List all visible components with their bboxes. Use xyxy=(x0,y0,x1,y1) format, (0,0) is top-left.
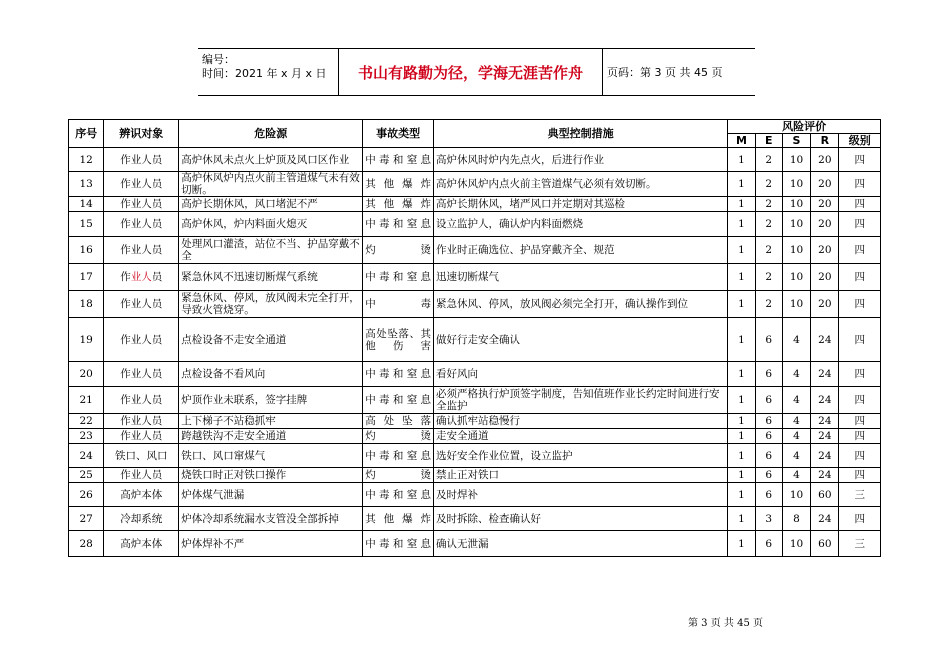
cell-r: 24 xyxy=(811,318,839,362)
cell-object: 作业人员 xyxy=(104,291,179,318)
cell-accident: 高处坠落 xyxy=(363,414,434,429)
cell-object xyxy=(104,264,179,291)
cell-m: 1 xyxy=(728,362,755,387)
cell-level: 四 xyxy=(839,212,881,237)
cell-level: 四 xyxy=(839,414,881,429)
cell-m: 1 xyxy=(728,212,755,237)
object-part: 员 xyxy=(151,271,163,283)
cell-m: 1 xyxy=(728,318,755,362)
cell-e: 6 xyxy=(755,362,782,387)
cell-object: 作业人员 xyxy=(104,429,179,444)
cell-m: 1 xyxy=(728,468,755,483)
cell-hazard: 点检设备不走安全通道 xyxy=(179,318,363,362)
cell-e: 6 xyxy=(755,468,782,483)
cell-level: 四 xyxy=(839,172,881,197)
col-seq: 序号 xyxy=(69,120,104,148)
cell-level: 四 xyxy=(839,468,881,483)
cell-m: 1 xyxy=(728,531,755,557)
cell-r: 24 xyxy=(811,429,839,444)
cell-accident: 灼烫 xyxy=(363,429,434,444)
cell-measure: 及时焊补 xyxy=(434,483,728,507)
cell-object: 作业人员 xyxy=(104,387,179,414)
cell-r: 60 xyxy=(811,531,839,557)
cell-e: 2 xyxy=(755,197,782,212)
cell-s: 10 xyxy=(782,531,810,557)
cell-m: 1 xyxy=(728,237,755,264)
cell-m: 1 xyxy=(728,291,755,318)
object-part: 作 xyxy=(120,271,131,283)
cell-m: 1 xyxy=(728,264,755,291)
table-row xyxy=(69,291,881,318)
cell-measure: 作业时正确选位、护品穿戴齐全、规范 xyxy=(434,237,728,264)
cell-measure: 禁止正对铁口 xyxy=(434,468,728,483)
col-r: R xyxy=(811,134,839,148)
col-measures: 典型控制措施 xyxy=(434,120,728,148)
cell-seq: 17 xyxy=(69,264,104,291)
cell-hazard: 高炉休风炉内点火前主管道煤气未有效切断。 xyxy=(179,172,363,197)
cell-accident: 中毒和窒息 xyxy=(363,212,434,237)
cell-r: 20 xyxy=(811,291,839,318)
cell-r: 24 xyxy=(811,414,839,429)
cell-measure: 高炉休风时炉内先点火，后进行作业 xyxy=(434,148,728,172)
col-hazard: 危险源 xyxy=(179,120,363,148)
cell-object: 高炉本体 xyxy=(104,483,179,507)
cell-hazard: 铁口、风口窜煤气 xyxy=(179,444,363,468)
cell-e: 6 xyxy=(755,318,782,362)
cell-seq: 12 xyxy=(69,148,104,172)
cell-object: 冷却系统 xyxy=(104,507,179,531)
cell-hazard: 炉体冷却系统漏水支管没全部拆掉 xyxy=(179,507,363,531)
cell-measure: 选好安全作业位置，设立监护 xyxy=(434,444,728,468)
table-row xyxy=(69,148,881,172)
table-row xyxy=(69,212,881,237)
cell-object: 铁口、风口 xyxy=(104,444,179,468)
cell-e: 2 xyxy=(755,172,782,197)
cell-level: 四 xyxy=(839,387,881,414)
cell-seq: 20 xyxy=(69,362,104,387)
table-row xyxy=(69,264,881,291)
cell-e: 3 xyxy=(755,507,782,531)
cell-accident: 中毒和窒息 xyxy=(363,483,434,507)
cell-seq: 24 xyxy=(69,444,104,468)
cell-object: 作业人员 xyxy=(104,197,179,212)
cell-accident: 中毒和窒息 xyxy=(363,148,434,172)
cell-s: 4 xyxy=(782,429,810,444)
cell-measure: 高炉长期休风，堵严风口并定期对其巡检 xyxy=(434,197,728,212)
cell-s: 10 xyxy=(782,197,810,212)
page-code: 页码：第 3 页 共 45 页 xyxy=(607,66,723,79)
table-row xyxy=(69,197,881,212)
cell-e: 6 xyxy=(755,444,782,468)
cell-e: 2 xyxy=(755,237,782,264)
cell-s: 10 xyxy=(782,237,810,264)
col-object: 辨识对象 xyxy=(104,120,179,148)
cell-seq: 14 xyxy=(69,197,104,212)
cell-m: 1 xyxy=(728,197,755,212)
header-row xyxy=(69,120,881,134)
cell-seq: 13 xyxy=(69,172,104,197)
risk-table xyxy=(68,119,881,557)
cell-s: 4 xyxy=(782,362,810,387)
cell-r: 60 xyxy=(811,483,839,507)
cell-m: 1 xyxy=(728,483,755,507)
table-row xyxy=(69,507,881,531)
cell-r: 24 xyxy=(811,362,839,387)
cell-object: 作业人员 xyxy=(104,172,179,197)
table-row xyxy=(69,468,881,483)
cell-accident: 灼烫 xyxy=(363,468,434,483)
cell-s: 4 xyxy=(782,414,810,429)
cell-r: 24 xyxy=(811,507,839,531)
cell-hazard: 处理风口灌渣，站位不当、护品穿戴不全 xyxy=(179,237,363,264)
cell-level: 四 xyxy=(839,291,881,318)
cell-m: 1 xyxy=(728,444,755,468)
cell-e: 6 xyxy=(755,414,782,429)
cell-measure: 走安全通道 xyxy=(434,429,728,444)
cell-m: 1 xyxy=(728,414,755,429)
col-accident: 事故类型 xyxy=(363,120,434,148)
cell-e: 6 xyxy=(755,387,782,414)
cell-measure: 紧急休风、停风，放风阀必须完全打开，确认操作到位 xyxy=(434,291,728,318)
cell-accident: 其他爆炸 xyxy=(363,172,434,197)
cell-accident: 其他爆炸 xyxy=(363,197,434,212)
cell-level: 四 xyxy=(839,362,881,387)
cell-seq: 21 xyxy=(69,387,104,414)
cell-hazard: 高炉长期休风，风口堵泥不严 xyxy=(179,197,363,212)
cell-hazard: 紧急休风、停风，放风阀未完全打开，导致火管烧穿。 xyxy=(179,291,363,318)
cell-measure: 迅速切断煤气 xyxy=(434,264,728,291)
cell-hazard: 炉体焊补不严 xyxy=(179,531,363,557)
cell-s: 4 xyxy=(782,444,810,468)
cell-measure: 必须严格执行炉顶签字制度，告知值班作业长约定时间进行安全监护 xyxy=(434,387,728,414)
cell-measure: 高炉休风炉内点火前主管道煤气必须有效切断。 xyxy=(434,172,728,197)
cell-seq: 25 xyxy=(69,468,104,483)
cell-hazard: 高炉休风，炉内料面火熄灭 xyxy=(179,212,363,237)
cell-r: 20 xyxy=(811,197,839,212)
cell-s: 10 xyxy=(782,212,810,237)
cell-s: 10 xyxy=(782,148,810,172)
cell-m: 1 xyxy=(728,429,755,444)
cell-r: 24 xyxy=(811,387,839,414)
cell-accident: 中毒和窒息 xyxy=(363,387,434,414)
page-footer: 第 3 页 共 45 页 xyxy=(688,618,763,629)
cell-seq: 16 xyxy=(69,237,104,264)
table-row xyxy=(69,444,881,468)
cell-m: 1 xyxy=(728,507,755,531)
object-part: 业人 xyxy=(130,271,152,283)
col-level: 级别 xyxy=(839,134,881,148)
col-risk: 风险评价 xyxy=(728,120,881,134)
cell-level: 四 xyxy=(839,237,881,264)
table-row xyxy=(69,318,881,362)
cell-e: 6 xyxy=(755,429,782,444)
table-row xyxy=(69,531,881,557)
cell-r: 20 xyxy=(811,264,839,291)
cell-s: 10 xyxy=(782,264,810,291)
table-row xyxy=(69,387,881,414)
cell-r: 20 xyxy=(811,172,839,197)
cell-level: 四 xyxy=(839,148,881,172)
cell-measure: 看好风向 xyxy=(434,362,728,387)
cell-e: 6 xyxy=(755,483,782,507)
cell-object: 作业人员 xyxy=(104,362,179,387)
cell-seq: 18 xyxy=(69,291,104,318)
cell-hazard: 点检设备不看风向 xyxy=(179,362,363,387)
cell-measure: 及时拆除、检查确认好 xyxy=(434,507,728,531)
cell-accident: 中毒和窒息 xyxy=(363,362,434,387)
table-row xyxy=(69,362,881,387)
table-row xyxy=(69,172,881,197)
cell-object: 作业人员 xyxy=(104,414,179,429)
cell-s: 4 xyxy=(782,468,810,483)
cell-hazard: 紧急休风不迅速切断煤气系统 xyxy=(179,264,363,291)
cell-r: 24 xyxy=(811,468,839,483)
cell-accident: 中毒和窒息 xyxy=(363,444,434,468)
time-label: 时间：2021 年 x 月 x 日 xyxy=(202,67,327,80)
cell-m: 1 xyxy=(728,148,755,172)
cell-object: 作业人员 xyxy=(104,212,179,237)
cell-seq: 19 xyxy=(69,318,104,362)
header-slogan xyxy=(339,49,603,95)
cell-r: 24 xyxy=(811,444,839,468)
cell-s: 8 xyxy=(782,507,810,531)
col-s: S xyxy=(782,134,810,148)
cell-s: 4 xyxy=(782,387,810,414)
cell-s: 4 xyxy=(782,318,810,362)
cell-accident: 其他爆炸 xyxy=(363,507,434,531)
cell-seq: 27 xyxy=(69,507,104,531)
cell-level: 四 xyxy=(839,318,881,362)
cell-seq: 26 xyxy=(69,483,104,507)
cell-hazard: 炉体煤气泄漏 xyxy=(179,483,363,507)
cell-hazard: 高炉休风未点火上炉顶及风口区作业 xyxy=(179,148,363,172)
cell-seq: 23 xyxy=(69,429,104,444)
cell-e: 2 xyxy=(755,291,782,318)
cell-e: 2 xyxy=(755,264,782,291)
table-row xyxy=(69,237,881,264)
cell-measure: 确认无泄漏 xyxy=(434,531,728,557)
cell-object: 作业人员 xyxy=(104,318,179,362)
cell-level: 四 xyxy=(839,264,881,291)
cell-hazard: 上下梯子不站稳抓牢 xyxy=(179,414,363,429)
cell-accident: 中毒 xyxy=(363,291,434,318)
cell-e: 2 xyxy=(755,212,782,237)
table-row xyxy=(69,429,881,444)
cell-level: 四 xyxy=(839,507,881,531)
cell-level: 三 xyxy=(839,483,881,507)
table-row xyxy=(69,414,881,429)
cell-accident: 中毒和窒息 xyxy=(363,531,434,557)
slogan-text: 书山有路勤为径，学海无涯苦作舟 xyxy=(357,63,583,82)
cell-hazard: 烧铁口时正对铁口操作 xyxy=(179,468,363,483)
cell-object: 高炉本体 xyxy=(104,531,179,557)
cell-level: 四 xyxy=(839,444,881,468)
cell-r: 20 xyxy=(811,212,839,237)
cell-seq: 15 xyxy=(69,212,104,237)
document-header xyxy=(198,48,755,96)
cell-s: 10 xyxy=(782,172,810,197)
cell-hazard: 炉顶作业未联系，签字挂牌 xyxy=(179,387,363,414)
cell-object: 作业人员 xyxy=(104,468,179,483)
col-m: M xyxy=(728,134,755,148)
cell-e: 6 xyxy=(755,531,782,557)
cell-s: 10 xyxy=(782,483,810,507)
col-e: E xyxy=(755,134,782,148)
cell-seq: 22 xyxy=(69,414,104,429)
cell-accident: 灼烫 xyxy=(363,237,434,264)
cell-m: 1 xyxy=(728,387,755,414)
cell-e: 2 xyxy=(755,148,782,172)
table-row xyxy=(69,483,881,507)
cell-level: 四 xyxy=(839,197,881,212)
cell-measure: 设立监护人，确认炉内料面燃烧 xyxy=(434,212,728,237)
cell-measure: 确认抓牢站稳慢行 xyxy=(434,414,728,429)
cell-seq: 28 xyxy=(69,531,104,557)
cell-hazard: 跨越铁沟不走安全通道 xyxy=(179,429,363,444)
header-meta xyxy=(198,49,339,95)
number-label: 编号： xyxy=(202,53,235,66)
cell-level: 三 xyxy=(839,531,881,557)
cell-measure: 做好行走安全确认 xyxy=(434,318,728,362)
cell-object: 作业人员 xyxy=(104,237,179,264)
cell-m: 1 xyxy=(728,172,755,197)
cell-object: 作业人员 xyxy=(104,148,179,172)
cell-level: 四 xyxy=(839,429,881,444)
cell-accident: 中毒和窒息 xyxy=(363,264,434,291)
cell-s: 10 xyxy=(782,291,810,318)
cell-r: 20 xyxy=(811,237,839,264)
cell-r: 20 xyxy=(811,148,839,172)
cell-accident: 高处坠落、其他伤害 xyxy=(363,318,434,362)
